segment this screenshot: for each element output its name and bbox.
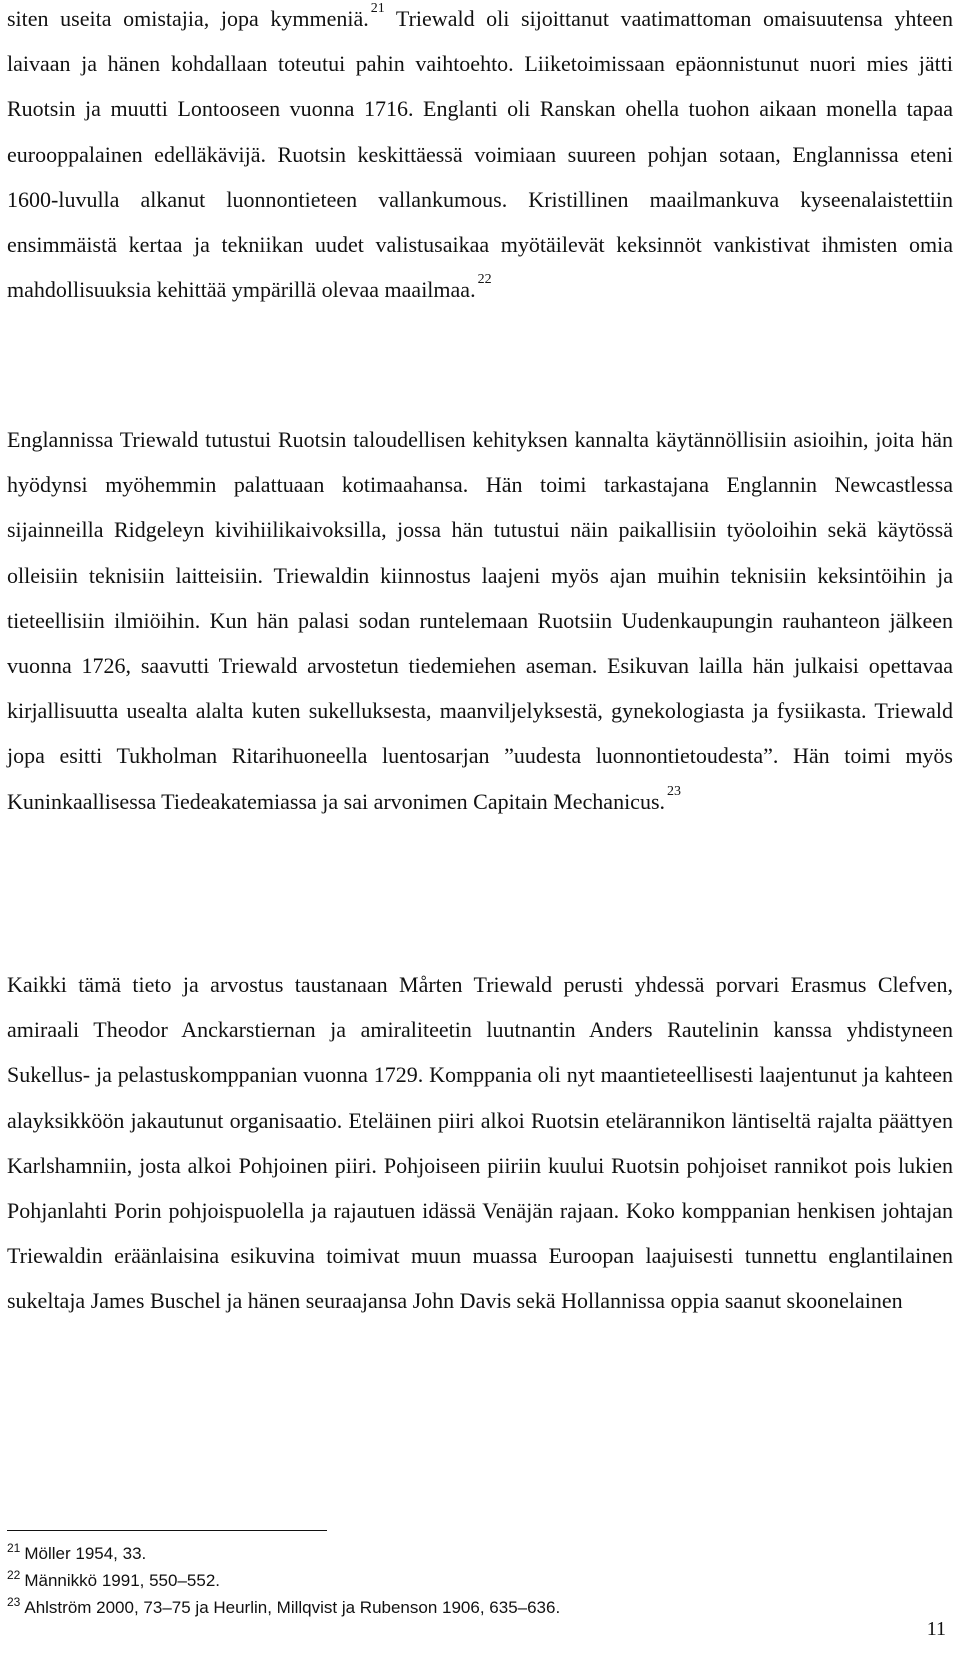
footnotes xyxy=(7,1540,907,1621)
footnote-23 xyxy=(7,1594,907,1621)
paragraph-2 xyxy=(7,417,953,824)
footnote-number: 23 xyxy=(7,1595,21,1609)
paragraph-1-text-start: siten useita omistajia, jopa kymmeniä. xyxy=(7,6,369,31)
paragraph-3-text: Kaikki tämä tieto ja arvostus taustanaan Mårten Triewald perusti yhdessä porvari Erasmus Clefven, amiraali Theodor Anckarstiernan ja amiraliteetin luutnantin Anders Rautelinin kanssa yhdistyneen Sukellus- ja pelastuskomppanian vuonna 1729. Komppania oli nyt maantieteellisesti laajentunut ja kahteen alayksikköön jakautunut organisaatio. Eteläinen piiri alkoi Ruotsin etelärannikon läntiseltä rajalta päättyen Karlshamniin, josta alkoi Pohjoinen piiri. Pohjoiseen piiriin kuului Ruotsin pohjoiset rannikot pois lukien Pohjanlahti Porin pohjoispuolella ja rajautuen idässä Venäjän rajaan. Koko komppanian henkisen johtajan Triewaldin eräänlaisina esikuvina toimivat muun muassa Euroopan laajuisesti tunnettu englantilainen sukeltaja James Buschel ja hänen seuraajansa John Davis sekä Hollannissa oppia saanut skoonelainen xyxy=(7,972,953,1314)
footnote-separator xyxy=(7,1530,327,1531)
footnote-number: 21 xyxy=(7,1541,21,1555)
paragraph-3 xyxy=(7,962,953,1324)
footnote-ref-23: 23 xyxy=(667,783,682,799)
footnote-21 xyxy=(7,1540,907,1567)
footnote-ref-22: 22 xyxy=(477,272,492,288)
footnote-text: Männikkö 1991, 550–552. xyxy=(24,1571,221,1590)
paragraph-1-text-end: Triewald oli sijoittanut vaatimattoman omaisuutensa yhteen laivaan ja hänen kohdallaan toteutui pahin vaihtoehto. Liiketoimissaan epäonnistunut nuori mies jätti Ruotsin ja muutti Lontooseen vuonna 1716. Englanti oli Ranskan ohella tuohon aikaan monella tapaa eurooppalainen edelläkävijä. Ruotsin keskittäessä voimiaan suureen pohjan sotaan, Englannissa eteni 1600-luvulla alkanut luonnontieteen vallankumous. Kristillinen maailmankuva kyseenalaistettiin ensimmäistä kertaa ja tekniikan uudet valistusaikaa myötäilevät keksinnöt vankistivat ihmisten omia mahdollisuuksia kehittää ympärillä olevaa maailmaa. xyxy=(7,6,953,303)
paragraph-1 xyxy=(7,0,953,312)
page-number: 11 xyxy=(926,1618,946,1640)
footnote-number: 22 xyxy=(7,1568,21,1582)
footnote-ref-21: 21 xyxy=(370,1,385,16)
footnote-text: Möller 1954, 33. xyxy=(24,1544,147,1563)
footnote-text: Ahlström 2000, 73–75 ja Heurlin, Millqvist ja Rubenson 1906, 635–636. xyxy=(24,1598,561,1617)
paragraph-2-text: Englannissa Triewald tutustui Ruotsin taloudellisen kehityksen kannalta käytännöllisiin asioihin, joita hän hyödynsi myöhemmin palattuaan kotimaahansa. Hän toimi tarkastajana Englannin Newcastlessa sijainneilla Ridgeleyn kivihiilikaivoksilla, jossa hän tutustui näin paikallisiin työoloihin sekä käytössä olleisiin teknisiin laitteisiin. Triewaldin kiinnostus laajeni myös ajan muihin teknisiin keksintöihin ja tieteellisiin ilmiöihin. Kun hän palasi sodan runtelemaan Ruotsiin Uudenkaupungin rauhanteon jälkeen vuonna 1726, saavutti Triewald arvostetun tiedemiehen aseman. Esikuvan lailla hän julkaisi opettavaa kirjallisuutta usealta alalta kuten sukelluksesta, maanviljelyksestä, gynekologiasta ja fysiikasta. Triewald jopa esitti Tukholman Ritarihuoneella luentosarjan ”uudesta luonnontietoudesta”. Hän toimi myös Kuninkaallisessa Tiedeakatemiassa ja sai arvonimen Capitain Mechanicus. xyxy=(7,427,953,814)
footnote-22 xyxy=(7,1567,907,1594)
